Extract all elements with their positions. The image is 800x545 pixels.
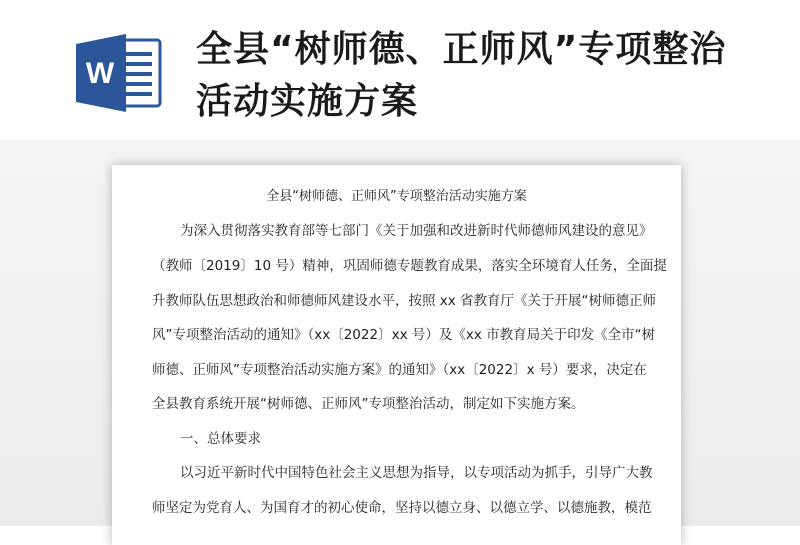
paragraph-line: 以习近平新时代中国特色社会主义思想为指导，以专项活动为抓手，引导广大教 xyxy=(180,465,653,481)
word-logo-icon xyxy=(76,34,164,112)
paragraph-line: 全县教育系统开展“树师德、正师风”专项整治活动，制定如下实施方案。 xyxy=(152,396,585,412)
paragraph-line: 升教师队伍思想政治和师德师风建设水平，按照 xx 省教育厅《关于开展“树师德正师 xyxy=(152,293,657,309)
page-title: 全县“树师德、正师风”专项整治活动实施方案 xyxy=(196,29,727,122)
document-title: 全县“树师德、正师风”专项整治活动实施方案 xyxy=(266,189,527,204)
word-logo-letter: W xyxy=(85,57,115,90)
paragraph-line: 风”专项整治活动的通知》（xx〔2022〕xx 号）及《xx 市教育局关于印发《全市“树 xyxy=(152,327,656,343)
section-heading: 一、总体要求 xyxy=(180,431,261,447)
paragraph-line: 师坚定为党育人、为国育才的初心使命，坚持以德立身、以德立学、以德施教，模范 xyxy=(152,500,652,516)
paragraph-line: 为深入贯彻落实教育部等七部门《关于加强和改进新时代师德师风建设的意见》 xyxy=(180,223,653,239)
paragraph-line: （教师〔2019〕10 号）精神，巩固师德专题教育成果，落实全环境育人任务，全面提 xyxy=(152,258,667,274)
document-page xyxy=(112,165,681,545)
header-band xyxy=(0,0,800,140)
paragraph-line: 师德、正师风”专项整治活动实施方案》的通知》（xx〔2022〕x 号）要求，决定在 xyxy=(152,362,647,378)
